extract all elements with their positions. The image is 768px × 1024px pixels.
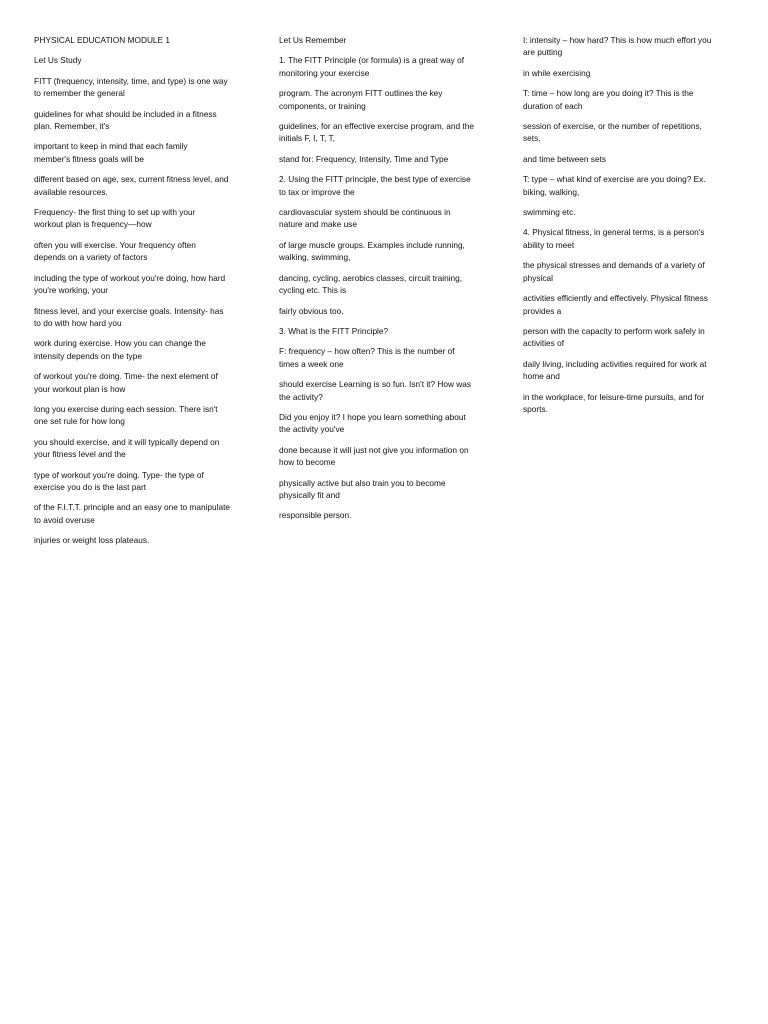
paragraph: PHYSICAL EDUCATION MODULE 1: [34, 35, 171, 45]
paragraph: and time between sets: [523, 153, 607, 164]
paragraph: should exercise Learning is so fun. Isn't it? How was the activity?: [279, 379, 472, 402]
paragraph: long you exercise during each session. There isn't one set rule for how long: [34, 403, 218, 427]
paragraph: person with the capacity to perform work safely in activities of: [523, 325, 705, 349]
paragraph: dancing, cycling, aerobics classes, circuit training, cycling etc. This is: [279, 272, 463, 296]
paragraph: of large muscle groups. Examples include running, walking, swimming,: [279, 239, 465, 263]
paragraph: the physical stresses and demands of a variety of physical: [523, 260, 705, 283]
paragraph: daily living, including activities required for work at home and: [523, 358, 707, 382]
paragraph: F: frequency – how often? This is the number of times a week one: [279, 346, 455, 369]
paragraph: different based on age, sex, current fitness level, and available resources.: [34, 174, 229, 197]
paragraph: Did you enjoy it? I hope you learn something about the activity you've: [279, 411, 466, 435]
paragraph: Let Us Study: [34, 55, 82, 66]
paragraph: in while exercising: [523, 67, 591, 78]
paragraph: of the F.I.T.T. principle and an easy one to manipulate to avoid overuse: [34, 502, 231, 525]
paragraph: often you will exercise. Your frequency often depends on a variety of factors: [34, 239, 196, 263]
paragraph: guidelines for what should be included in a fitness plan. Remember, it's: [34, 108, 217, 132]
paragraph: 1. The FITT Principle (or formula) is a great way of monitoring your exercise: [279, 55, 465, 78]
paragraph: Frequency- the first thing to set up with your workout plan is frequency—how: [34, 207, 196, 230]
paragraph: done because it will just not give you information on how to become: [279, 444, 469, 468]
paragraph: of workout you're doing. Time- the next element of your workout plan is how: [34, 371, 218, 394]
paragraph: Let Us Remember: [279, 35, 347, 45]
paragraph: activities efficiently and effectively. Physical fitness provides a: [523, 293, 708, 316]
paragraph: T: time – how long are you doing it? This is the duration of each: [523, 88, 694, 111]
paragraph: session of exercise, or the number of repetitions, sets,: [523, 121, 702, 144]
paragraph: fitness level, and your exercise goals. Intensity- has to do with how hard you: [34, 305, 224, 328]
column-middle: [279, 34, 491, 530]
paragraph: you should exercise, and it will typically depend on your fitness level and the: [34, 436, 220, 460]
paragraph: type of workout you're doing. Type- the type of exercise you do is the last part: [34, 469, 204, 492]
paragraph: I: intensity – how hard? This is how much effort you are putting: [523, 35, 712, 58]
paragraph: FITT (frequency, intensity, time, and type) is one way to remember the general: [34, 75, 228, 99]
paragraph: physically active but also train you to become physically fit and: [279, 477, 446, 500]
column-left: [34, 34, 246, 555]
paragraph: injuries or weight loss plateaus.: [34, 535, 150, 546]
paragraph: 3. What is the FITT Principle?: [279, 325, 389, 336]
column-right: [523, 34, 735, 423]
paragraph: T: type – what kind of exercise are you doing? Ex. biking, walking,: [523, 174, 706, 197]
paragraph: important to keep in mind that each family member's fitness goals will be: [34, 141, 188, 164]
paragraph: swimming etc.: [523, 207, 576, 218]
paragraph: 2. Using the FITT principle, the best type of exercise to tax or improve the: [279, 174, 471, 197]
paragraph: guidelines, for an effective exercise program, and the initials F, I, T, T,: [279, 121, 474, 144]
paragraph: including the type of workout you're doing, how hard you're working, your: [34, 272, 226, 296]
paragraph: 4. Physical fitness, in general terms, is a person's ability to meet: [523, 227, 705, 250]
paragraph: cardiovascular system should be continuous in nature and make use: [279, 207, 451, 230]
paragraph: fairly obvious too.: [279, 305, 344, 316]
paragraph: stand for: Frequency, Intensity, Time and Type: [279, 153, 449, 164]
paragraph: program. The acronym FITT outlines the key components, or training: [279, 88, 443, 111]
paragraph: in the workplace, for leisure-time pursuits, and for sports.: [523, 391, 705, 414]
paragraph: responsible person.: [279, 510, 352, 521]
paragraph: work during exercise. How you can change the intensity depends on the type: [34, 338, 207, 361]
